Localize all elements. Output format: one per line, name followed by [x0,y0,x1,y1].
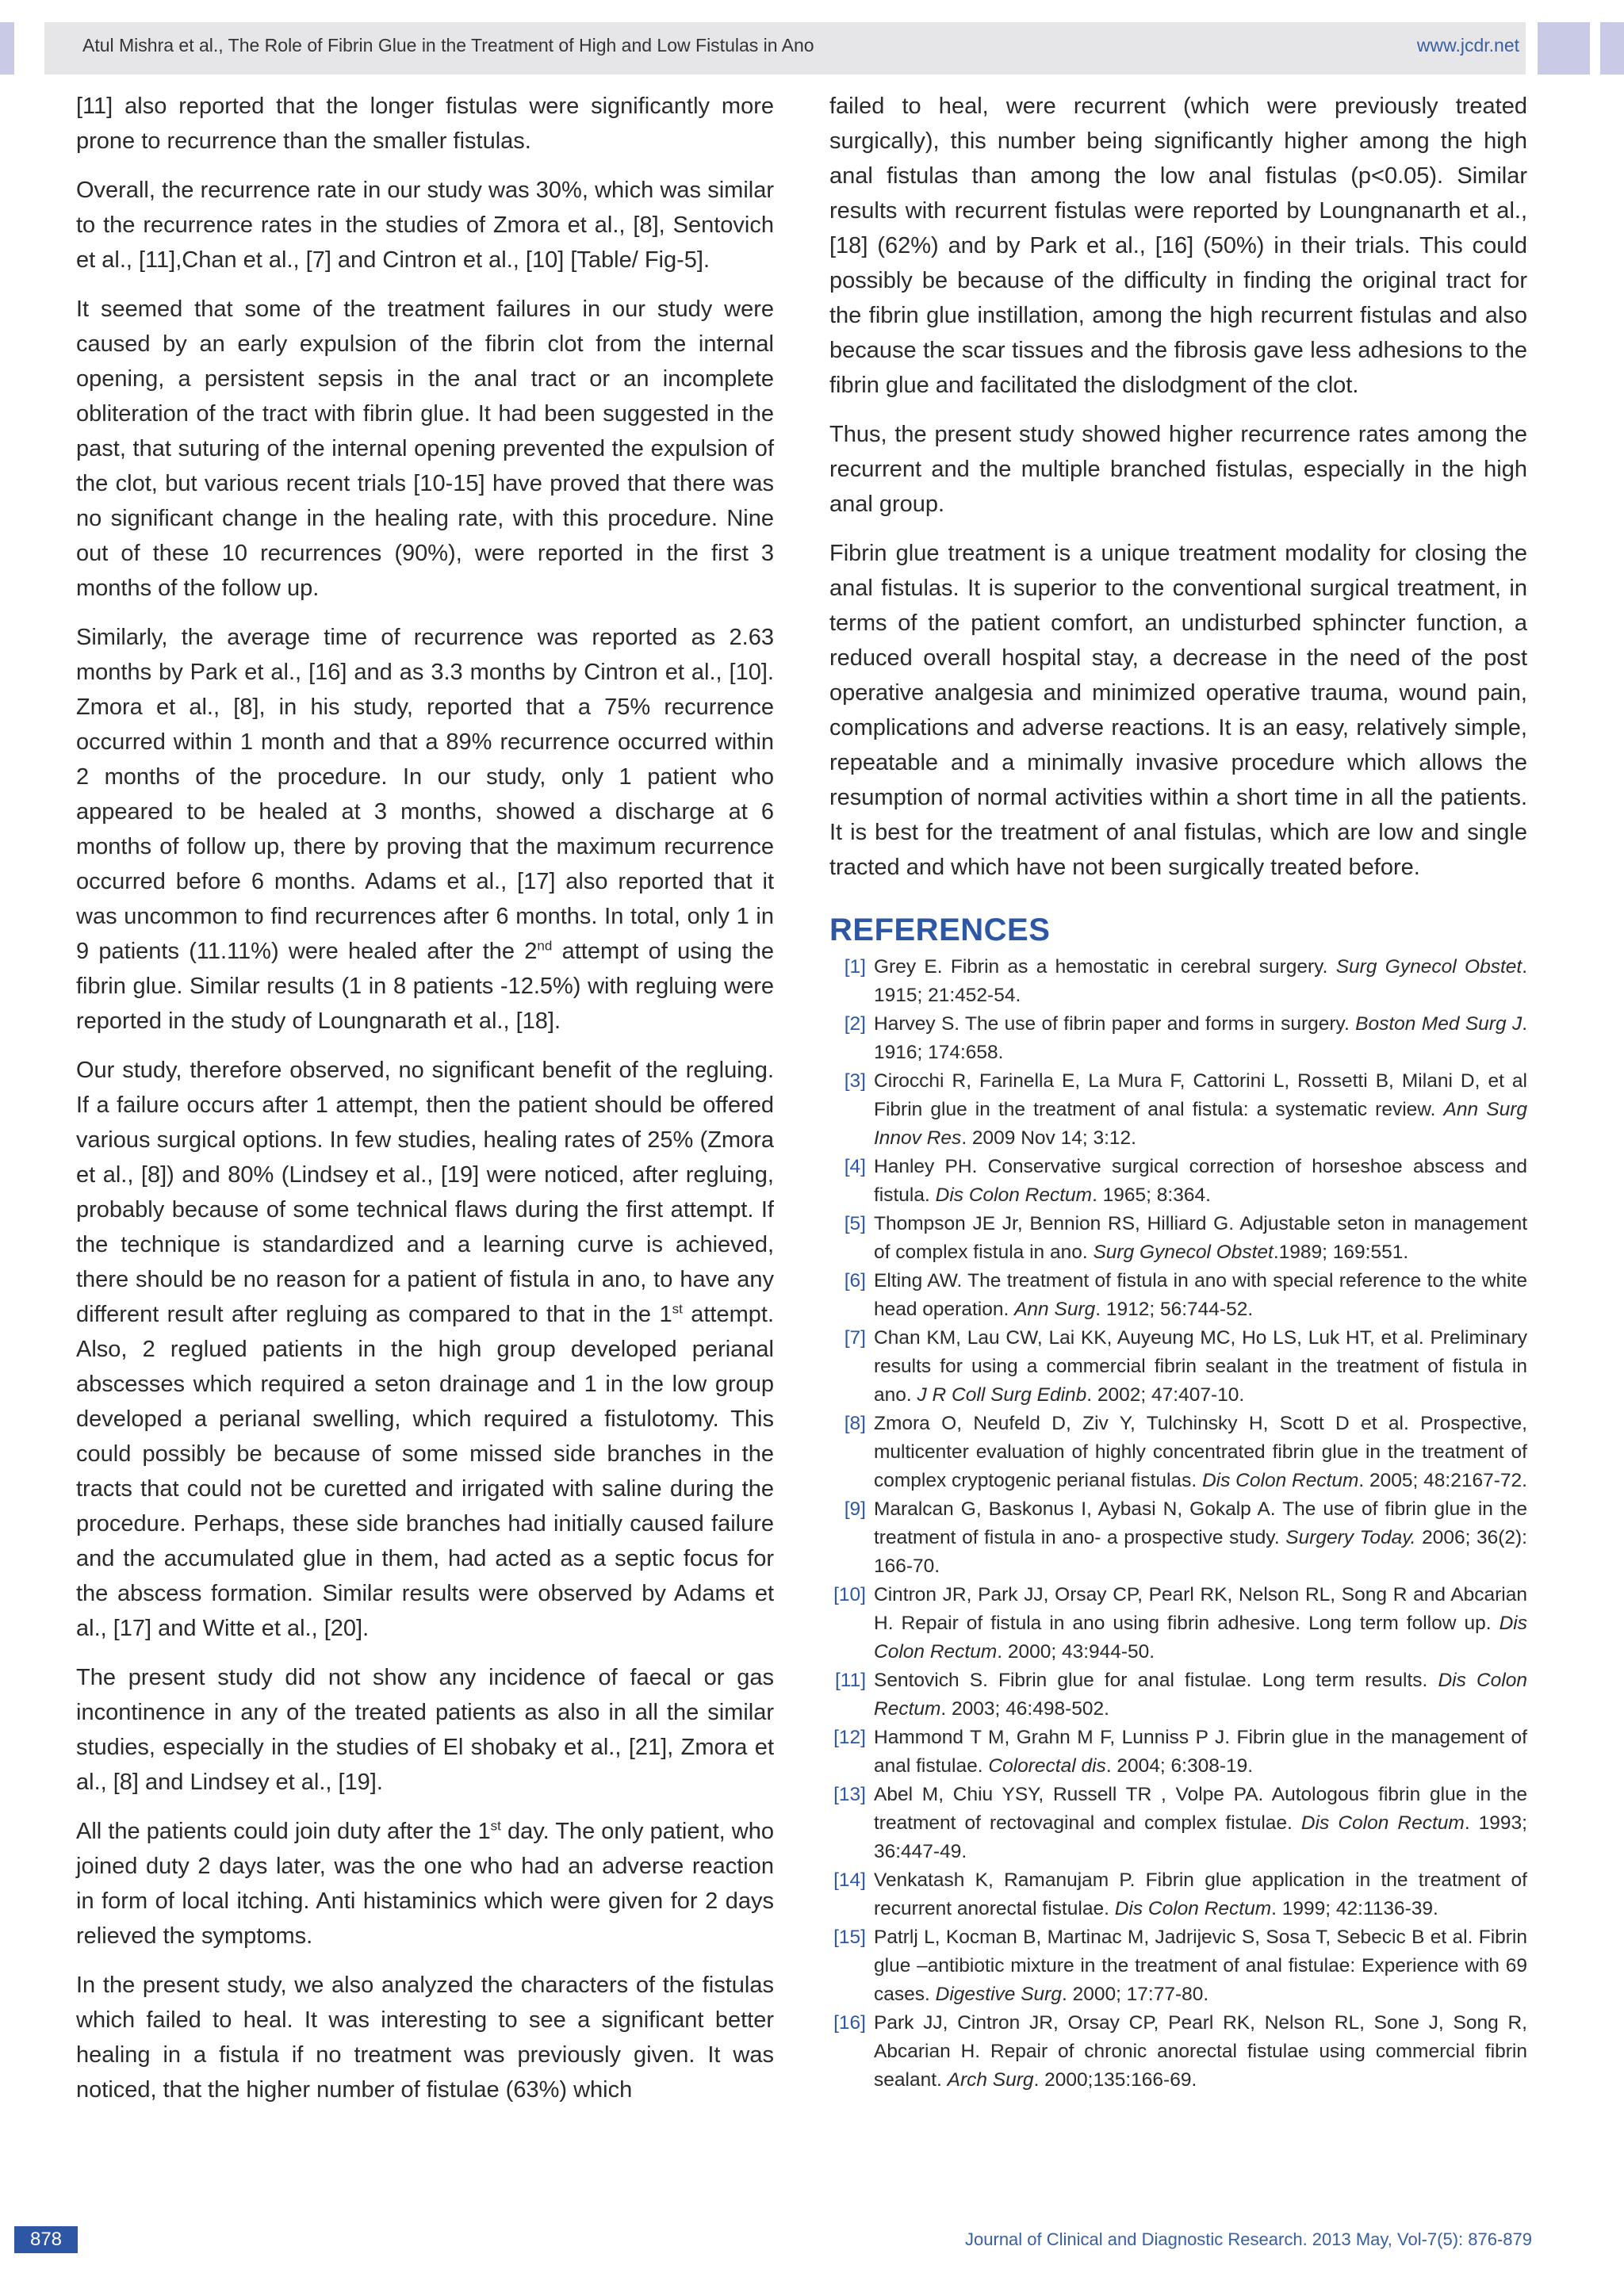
reference-item [829,1866,1527,1923]
reference-item [829,1153,1527,1210]
reference-number: [10] [833,1584,866,1605]
reference-details: . 1993; 36:447-49. [874,1812,1527,1862]
reference-authors-title: Maralcan G, Baskonus I, Aybasi N, Gokalp A. The use of fibrin glue in the treatment of fistula in ano- a prospective study. [874,1498,1527,1548]
reference-journal: Colorectal dis [988,1755,1106,1777]
footer-journal-citation: Journal of Clinical and Diagnostic Research. 2013 May, Vol-7(5): 876-879 [965,2229,1532,2249]
journal-website-link[interactable]: www.jcdr.net [1416,35,1519,55]
reference-journal: Dis Colon Rectum [874,1670,1527,1720]
reference-number: [13] [833,1784,866,1805]
reference-text [874,953,1527,1010]
paragraph-text: attempt. Also, 2 reglued patients in the high group developed perianal abscesses which required a seton drainage and 1 in the low group developed a perianal swelling, which required a fistulotomy. This could possibly be because of some missed side branches in the tracts that could not be curetted and irrigated with saline during the procedure. Perhaps, these side branches had initially caused failure and the accumulated glue in them, had acted as a septic focus for the abscess formation. Similar results were observed by Adams et al., [17] and Witte et al., [20]. [76,1302,775,1641]
reference-details: . 2000; 17:77-80. [1061,1984,1209,2005]
paragraph-text: day. The only patient, who joined duty 2 days later, was the one who had an adverse reaction in form of local itching. Anti histaminics which were given for 2 days relieved the symptoms. [76,1819,775,1949]
reference-item [829,1495,1527,1581]
references-heading: REFERENCES [829,913,1051,947]
body-paragraph: In the present study, we also analyzed the characters of the fistulas which failed to heal. It was interesting to see a significant better healing in a fistula if no treatment was previously given. It was noticed, that the higher number of fistulae (63%) which [76,1973,774,2103]
reference-number: [12] [833,1727,866,1748]
reference-item [829,1067,1527,1153]
reference-details: . 1912; 56:744-52. [1095,1299,1254,1320]
reference-text [874,1581,1527,1667]
reference-details: . 2004; 6:308-19. [1105,1755,1254,1777]
reference-authors-title: Sentovich S. Fibrin glue for anal fistulae. Long term results. [874,1670,1438,1691]
ordinal-superscript: st [672,1301,683,1317]
header-accent-block-right [1538,22,1590,75]
reference-item [829,1267,1527,1324]
paragraph-text: attempt of using the fibrin glue. Similar results (1 in 8 patients -12.5%) with regluing were reported in the study of Loungnarath et al., [18]. [76,939,774,1034]
reference-text [874,1153,1527,1210]
reference-item [829,1923,1527,2009]
reference-item [829,2009,1527,2095]
reference-number: [2] [844,1013,866,1035]
reference-item [829,1210,1527,1267]
reference-authors-title: Elting AW. The treatment of fistula in ano with special reference to the white head operation. [874,1270,1527,1320]
reference-details: . 1999; 42:1136-39. [1271,1898,1438,1919]
reference-details: 2006; 36(2): 166-70. [874,1527,1527,1577]
reference-details: . 2000; 43:944-50. [997,1641,1155,1663]
reference-journal: Dis Colon Rectum [1114,1898,1272,1919]
reference-text [874,1324,1527,1410]
reference-text [874,1866,1527,1923]
reference-number: [5] [844,1213,866,1234]
reference-authors-title: Park JJ, Cintron JR, Orsay CP, Pearl RK, Nelson RL, Sone J, Song R, Abcarian H. Repair of chronic anorectal fistulae using commercial fibrin sealant. [874,2012,1527,2091]
body-paragraph: Fibrin glue treatment is a unique treatment modality for closing the anal fistulas. It is superior to the conventional surgical treatment, in terms of the patient comfort, an undisturbed sphincter function, a reduced overall hospital stay, a decrease in the need of the post operative analgesia and minimized operative trauma, wound pain, complications and adverse reactions. It is an easy, relatively simple, repeatable and a minimally invasive procedure which allows the resumption of normal activities within a short time in all the patients. It is best for the treatment of anal fistulas, which are low and single tracted and which have not been surgically treated before. [829,541,1527,880]
reference-journal: Digestive Surg [935,1984,1062,2005]
reference-journal: Dis Colon Rectum [1201,1470,1359,1491]
reference-number: [16] [833,2012,866,2034]
reference-text [874,2009,1527,2095]
reference-number: [3] [844,1070,866,1092]
body-paragraph [76,1053,774,1646]
reference-text [874,1495,1527,1581]
running-header-title: Atul Mishra et al., The Role of Fibrin Glue in the Treatment of High and Low Fistulas in Ano [82,35,814,55]
reference-number: [15] [833,1927,866,1948]
right-column [829,89,1527,2095]
reference-number: [8] [844,1413,866,1434]
reference-journal: Dis Colon Rectum [935,1184,1093,1206]
reference-details: . 2009 Nov 14; 3:12. [961,1127,1136,1149]
reference-text [874,1923,1527,2009]
reference-details: . 2000;135:166-69. [1033,2069,1197,2091]
reference-authors-title: Grey E. Fibrin as a hemostatic in cerebral surgery. [874,956,1336,978]
reference-journal: Ann Surg Innov Res [874,1099,1527,1149]
body-paragraph: Thus, the present study showed higher recurrence rates among the recurrent and the multiple branched fistulas, especially in the high anal group. [829,422,1527,517]
body-paragraph [76,620,774,1039]
reference-item [829,1667,1527,1724]
references-list [829,953,1527,2095]
reference-journal: Dis Colon Rectum [1300,1812,1465,1834]
reference-text [874,1267,1527,1324]
body-paragraph [76,1814,774,1954]
reference-details: . 1965; 8:364. [1092,1184,1211,1206]
reference-authors-title: Cirocchi R, Farinella E, La Mura F, Cattorini L, Rossetti B, Milani D, et al Fibrin glue in the treatment of anal fistula: a systematic review. [874,1070,1527,1120]
reference-journal: Boston Med Surg J [1355,1013,1522,1035]
reference-item [829,1724,1527,1781]
body-paragraph: Overall, the recurrence rate in our study was 30%, which was similar to the recurrence rates in the studies of Zmora et al., [8], Sentovich et al., [11],Chan et al., [7] and Cintron et al., [10] [Table/ Fig-5]. [76,178,774,273]
reference-text [874,1667,1527,1724]
reference-journal: Surg Gynecol Obstet [1093,1242,1274,1263]
reference-authors-title: Hanley PH. Conservative surgical correction of horseshoe abscess and fistula. [874,1156,1527,1206]
reference-journal: Ann Surg [1014,1299,1096,1320]
paragraph-text: Our study, therefore observed, no significant benefit of the regluing. If a failure occurs after 1 attempt, then the patient should be offered various surgical options. In few studies, healing rates of 25% (Zmora et al., [8]) and 80% (Lindsey et al., [19] were noticed, after regluing, probably because of some technical flaws during the first attempt. If the technique is standardized and a learning curve is achieved, there should be no reason for a patient of fistula in ano, to have any different result after regluing as compared to that in the 1 [76,1058,774,1327]
reference-number: [7] [844,1327,866,1349]
reference-item [829,1410,1527,1495]
reference-number: [14] [833,1869,866,1891]
body-paragraph: The present study did not show any incidence of faecal or gas incontinence in any of the treated patients as also in all the similar studies, especially in the studies of El shobaky et al., [21], Zmora et al., [8] and Lindsey et al., [19]. [76,1665,774,1795]
paragraph-text: Similarly, the average time of recurrence was reported as 2.63 months by Park et al., [16] and as 3.3 months by Cintron et al., [10]. Zmora et al., [8], in his study, reported that a 75% recurrence occurred within 1 month and that a 89% recurrence occurred within 2 months of the procedure. In our study, only 1 patient who appeared to be healed at 3 months, showed a discharge at 6 months of follow up, there by proving that the maximum recurrence occurred before 6 months. Adams et al., [17] also reported that it was uncommon to find recurrences after 6 months. In total, only 1 in 9 patients (11.11%) were healed after the 2 [76,625,774,964]
reference-text [874,1724,1527,1781]
reference-text [874,1210,1527,1267]
header-accent-block-left [0,22,14,75]
reference-journal: Surg Gynecol Obstet [1335,956,1522,978]
reference-text [874,1410,1527,1495]
reference-details: . 2003; 46:498-502. [940,1698,1109,1720]
left-column [76,89,774,2122]
reference-authors-title: Patrlj L, Kocman B, Martinac M, Jadrijevic S, Sosa T, Sebecic B et al. Fibrin glue –antibiotic mixture in the treatment of anal fistulae: Experience with 69 cases. [874,1927,1527,2005]
reference-item [829,1581,1527,1667]
reference-number: [9] [844,1498,866,1520]
reference-details: . 1915; 21:452-54. [874,956,1527,1006]
body-paragraph: [11] also reported that the longer fistulas were significantly more prone to recurrence than the smaller fistulas. [76,94,774,154]
reference-item [829,1781,1527,1866]
reference-item [829,953,1527,1010]
reference-text [874,1010,1527,1067]
reference-details: . 2002; 47:407-10. [1086,1384,1245,1406]
paragraph-text: All the patients could join duty after the 1 [76,1819,491,1844]
reference-details: . 2005; 48:2167-72. [1358,1470,1527,1491]
reference-journal: Surgery Today. [1285,1527,1416,1548]
ordinal-superscript: st [490,1818,501,1834]
reference-authors-title: Chan KM, Lau CW, Lai KK, Auyeung MC, Ho LS, Luk HT, et al. Preliminary results for using a commercial fibrin sealant in the treatment of fistula in ano. [874,1327,1527,1406]
reference-number: [11] [834,1670,866,1691]
reference-details: . 1916; 174:658. [874,1013,1528,1063]
reference-journal: Dis Colon Rectum [874,1613,1527,1663]
reference-authors-title: Thompson JE Jr, Bennion RS, Hilliard G. Adjustable seton in management of complex fistula in ano. [874,1213,1527,1263]
header-accent-block-edge [1600,22,1624,75]
reference-item [829,1324,1527,1410]
reference-number: [4] [844,1156,866,1177]
reference-authors-title: Cintron JR, Park JJ, Orsay CP, Pearl RK, Nelson RL, Song R and Abcarian H. Repair of fistula in ano using fibrin adhesive. Long term follow up. [874,1584,1527,1634]
body-paragraph: It seemed that some of the treatment failures in our study were caused by an early expulsion of the fibrin clot from the internal opening, a persistent sepsis in the anal tract or an incomplete obliteration of the tract with fibrin glue. It had been suggested in the past, that suturing of the internal opening prevented the expulsion of the clot, but various recent trials [10-15] have proved that there was no significant change in the healing rate, with this procedure. Nine out of these 10 recurrences (90%), were reported in the first 3 months of the follow up. [76,297,774,601]
reference-number: [6] [844,1270,866,1292]
reference-text [874,1781,1527,1866]
reference-authors-title: Harvey S. The use of fibrin paper and forms in surgery. [874,1013,1356,1035]
reference-journal: Arch Surg [947,2069,1034,2091]
reference-authors-title: Hammond T M, Grahn M F, Lunniss P J. Fibrin glue in the management of anal fistulae. [874,1727,1527,1777]
reference-details: .1989; 169:551. [1273,1242,1409,1263]
reference-journal: J R Coll Surg Edinb [917,1384,1087,1406]
ordinal-superscript: nd [537,938,553,954]
reference-text [874,1067,1527,1153]
reference-number: [1] [844,956,866,978]
reference-item [829,1010,1527,1067]
reference-authors-title: Zmora O, Neufeld D, Ziv Y, Tulchinsky H, Scott D et al. Prospective, multicenter evaluation of highly concentrated fibrin glue in the treatment of complex cryptogenic perianal fistulas. [874,1413,1527,1491]
reference-authors-title: Venkatash K, Ramanujam P. Fibrin glue application in the treatment of recurrent anorectal fistulae. [874,1869,1527,1919]
reference-authors-title: Abel M, Chiu YSY, Russell TR , Volpe PA. Autologous fibrin glue in the treatment of rectovaginal and complex fistulae. [874,1784,1527,1834]
page-number: 878 [29,2229,63,2250]
body-paragraph: failed to heal, were recurrent (which were previously treated surgically), this number being significantly higher among the high anal fistulas than among the low anal fistulas (p<0.05). Similar results with recurrent fistulas were reported by Loungnanarth et al., [18] (62%) and by Park et al., [16] (50%) in their trials. This could possibly be because of the difficulty in finding the original tract for the fibrin glue instillation, among the high recurrent fistulas and also because the scar tissues and the fibrosis gave less adhesions to the fibrin glue and facilitated the dislodgment of the clot. [829,94,1527,398]
